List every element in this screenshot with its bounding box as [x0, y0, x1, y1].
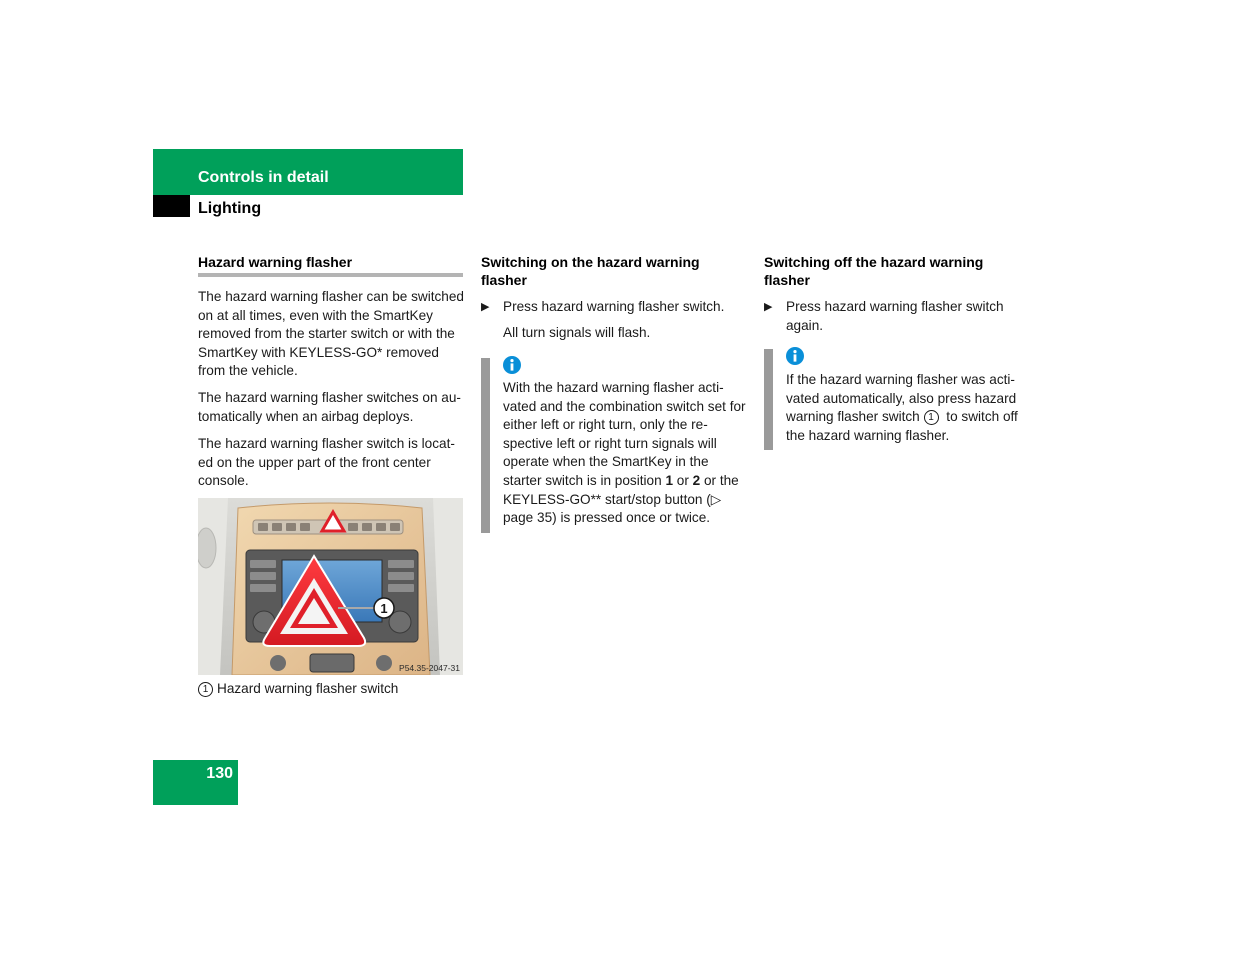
switch-number: 1 — [924, 410, 939, 425]
note-text-b: or the KEYLESS-GO** start/stop button ( — [503, 472, 739, 507]
caption-number: 1 — [198, 682, 213, 697]
note-text — [786, 371, 1031, 445]
subsection-marker — [153, 195, 190, 217]
step-press-switch: Press hazard warning flasher switch. — [503, 299, 725, 314]
note-text-a: With the hazard warning flasher acti-vated and the combination switch set for either left or right turn, only the re-spective left or right turn signals will operate when the SmartKey in the starter switch is in position — [503, 380, 746, 488]
note-text-or: or — [673, 472, 693, 488]
info-icon — [503, 356, 521, 374]
paragraph-3: The hazard warning flasher switch is locat-ed on the upper part of the front center console. — [198, 436, 455, 489]
step-press-again: Press hazard warning flasher switch again. — [786, 299, 1004, 333]
switch-off-heading: Switching off the hazard warning flasher — [764, 254, 984, 288]
step-result: All turn signals will flash. — [503, 325, 651, 340]
page-number: 130 — [206, 765, 233, 782]
note-bar — [481, 358, 490, 533]
note-bar — [764, 349, 773, 450]
info-icon — [786, 347, 804, 365]
center-console-photo — [198, 498, 463, 675]
caption-text: Hazard warning flasher switch — [217, 681, 399, 696]
heading-rule — [198, 273, 463, 277]
note-text-b: to switch off the hazard warning flasher. — [786, 409, 1018, 443]
paragraph-2: The hazard warning flasher switches on au-tomatically when an airbag deploys. — [198, 390, 461, 424]
figure-caption — [198, 680, 463, 699]
hazard-heading: Hazard warning flasher — [198, 254, 353, 270]
note-text — [503, 379, 748, 528]
bullet-arrow: ▶ — [764, 301, 773, 313]
switch-on-heading: Switching on the hazard warning flasher — [481, 254, 700, 288]
paragraph-1: The hazard warning flasher can be switched on at all times, even with the SmartKey removed from the starter switch or with the SmartKey with KEYLESS-GO* removed from the vehicle. — [198, 289, 464, 379]
note-text-a: If the hazard warning flasher was acti-vated automatically, also press hazard warning flasher switch — [786, 372, 1017, 425]
note-text-c: page 35) is pressed once or twice. — [503, 510, 711, 526]
figure-code: P54.35-2047-31 — [399, 663, 460, 673]
bullet-arrow: ▶ — [481, 301, 490, 313]
section-title: Controls in detail — [198, 169, 329, 186]
position-1: 1 — [665, 472, 673, 488]
subsection-title: Lighting — [198, 200, 262, 217]
page-ref-arrow-icon: ▷ — [710, 491, 722, 507]
position-2: 2 — [692, 472, 701, 488]
figure-callout-1: 1 — [380, 601, 388, 616]
